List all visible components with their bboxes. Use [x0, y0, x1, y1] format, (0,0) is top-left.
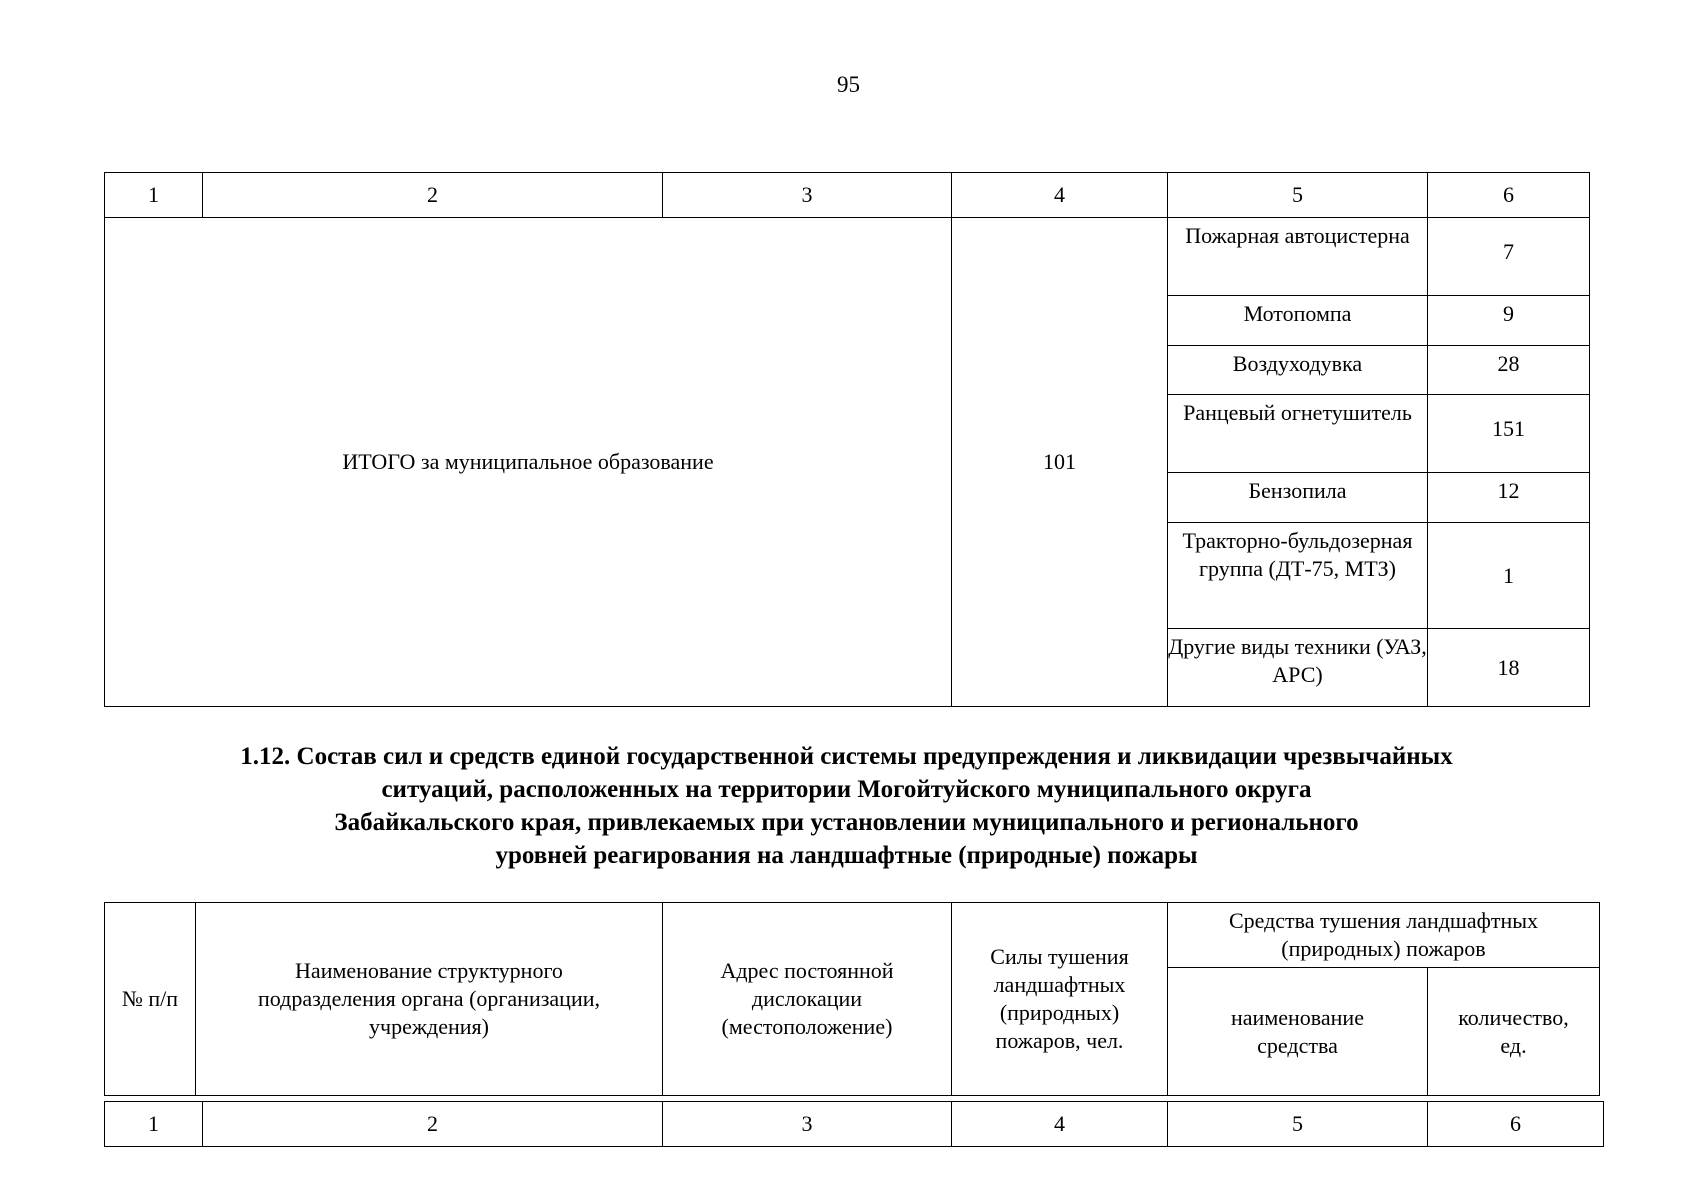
column-number: 2: [203, 1102, 663, 1147]
page-number: 95: [837, 72, 860, 97]
equipment-name: Пожарная автоцистерна: [1168, 218, 1428, 296]
column-number: 1: [105, 173, 203, 218]
equipment-name: Ранцевый огнетушитель: [1168, 395, 1428, 473]
totals-table: [104, 172, 1590, 707]
header-address: Адрес постоянной дислокации (местоположение): [663, 903, 952, 1096]
forces-header-table: [104, 902, 1600, 1096]
column-number: 5: [1168, 173, 1428, 218]
header-forces: Силы тушения ландшафтных (природных) пожаров, чел.: [952, 903, 1168, 1096]
equipment-name: Мотопомпа: [1168, 296, 1428, 346]
column-number: 2: [203, 173, 663, 218]
section-title: [104, 740, 1589, 872]
column-number: 5: [1168, 1102, 1428, 1147]
column-number: 6: [1428, 173, 1590, 218]
column-number: 6: [1428, 1102, 1604, 1147]
column-number: 3: [663, 173, 952, 218]
equipment-qty: 7: [1428, 218, 1590, 296]
forces-number-table: [104, 1101, 1604, 1147]
equipment-qty: 151: [1428, 395, 1590, 473]
total-people: 101: [952, 218, 1168, 707]
equipment-name: Другие виды техники (УАЗ, АРС): [1168, 629, 1428, 707]
equipment-name: Бензопила: [1168, 473, 1428, 523]
section-title-line: Забайкальского края, привлекаемых при установлении муниципального и регионального: [334, 809, 1359, 836]
header-num: № п/п: [105, 903, 196, 1096]
equipment-qty: 1: [1428, 523, 1590, 629]
column-number: 1: [105, 1102, 203, 1147]
column-number: 4: [952, 173, 1168, 218]
header-means-qty: количество, ед.: [1428, 968, 1600, 1096]
section-title-line: ситуаций, расположенных на территории Могойтуйского муниципального округа: [381, 776, 1312, 803]
equipment-row: [105, 218, 1590, 296]
section-title-line: уровней реагирования на ландшафтные (природные) пожары: [495, 842, 1198, 869]
column-number-row: [105, 173, 1590, 218]
header-unit: Наименование структурного подразделения органа (организации, учреждения): [196, 903, 663, 1096]
equipment-qty: 28: [1428, 346, 1590, 395]
equipment-qty: 9: [1428, 296, 1590, 346]
header-means: Средства тушения ландшафтных (природных) пожаров: [1168, 903, 1600, 968]
total-label: ИТОГО за муниципальное образование: [105, 218, 952, 707]
column-number-row: [105, 1102, 1604, 1147]
equipment-name: Воздуходувка: [1168, 346, 1428, 395]
equipment-name: Тракторно-бульдозерная группа (ДТ-75, МТЗ): [1168, 523, 1428, 629]
equipment-qty: 18: [1428, 629, 1590, 707]
column-number: 4: [952, 1102, 1168, 1147]
section-title-line: 1.12. Состав сил и средств единой государственной системы предупреждения и ликвидации чрезвычайных: [240, 743, 1453, 770]
header-row: [105, 903, 1600, 968]
equipment-qty: 12: [1428, 473, 1590, 523]
header-means-name: наименование средства: [1168, 968, 1428, 1096]
column-number: 3: [663, 1102, 952, 1147]
